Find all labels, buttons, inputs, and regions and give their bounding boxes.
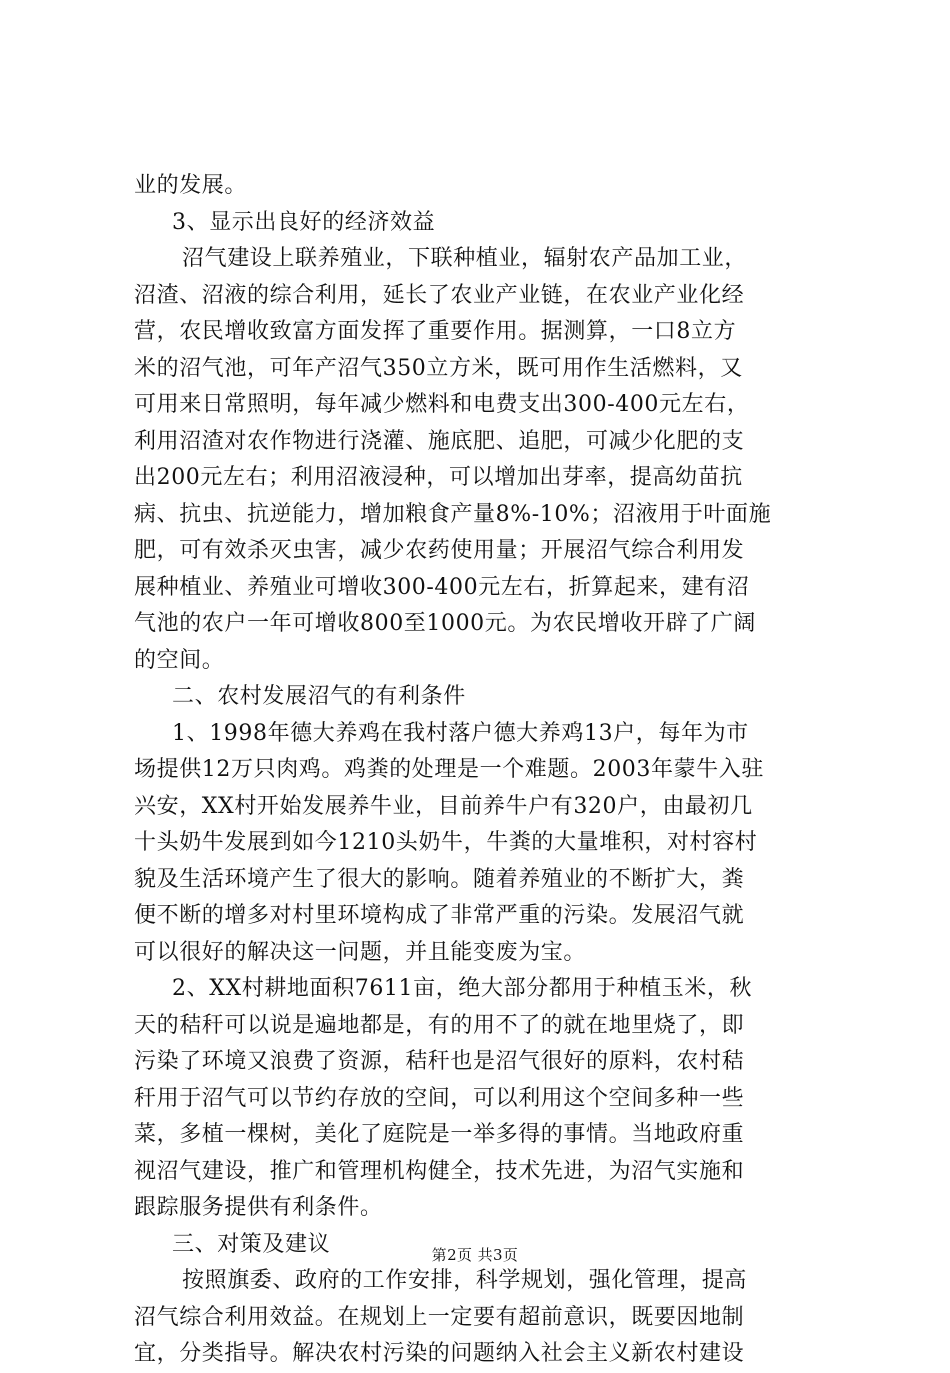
text-line: 便不断的增多对村里环境构成了非常严重的污染。发展沼气就 — [134, 903, 745, 928]
text-line: 二、农村发展沼气的有利条件 — [172, 684, 466, 709]
text-line: 肥，可有效杀灭虫害，减少农药使用量；开展沼气综合利用发 — [134, 538, 745, 563]
text-line: 1、1998年德大养鸡在我村落户德大养鸡13户，每年为市 — [172, 720, 749, 746]
page-footer: 第2页 共3页 — [431, 1246, 519, 1264]
text-line: 沼气建设上联养殖业，下联种植业，辐射农产品加工业， — [182, 246, 748, 271]
text-line: 貌及生活环境产生了很大的影响。随着养殖业的不断扩大，粪 — [134, 866, 745, 892]
text-line: 兴安，XX村开始发展养牛业，目前养牛户有320户，由最初几 — [134, 793, 753, 819]
text-line: 菜，多植一棵树，美化了庭院是一举多得的事情。当地政府重 — [134, 1122, 745, 1147]
text-line: 3、显示出良好的经济效益 — [172, 209, 436, 235]
body-text — [134, 168, 834, 1373]
text-line: 污染了环境又浪费了资源，秸秆也是沼气很好的原料，农村秸 — [134, 1049, 745, 1074]
text-line: 可以很好的解决这一问题，并且能变废为宝。 — [134, 939, 587, 965]
text-line: 沼气综合利用效益。在规划上一定要有超前意识，既要因地制 — [134, 1304, 745, 1330]
text-line: 秆用于沼气可以节约存放的空间，可以利用这个空间多种一些 — [134, 1085, 745, 1111]
text-line: 按照旗委、政府的工作安排，科学规划，强化管理，提高 — [182, 1268, 748, 1293]
text-line: 视沼气建设，推广和管理机构健全，技术先进，为沼气实施和 — [134, 1158, 745, 1184]
text-line: 三、对策及建议 — [172, 1231, 331, 1257]
text-line: 宜，分类指导。解决农村污染的问题纳入社会主义新农村建设 — [134, 1341, 745, 1366]
text-line: 病、抗虫、抗逆能力，增加粮食产量8%-10%；沼液用于叶面施 — [134, 501, 772, 527]
text-line: 可用来日常照明，每年减少燃料和电费支出300-400元左右， — [134, 392, 750, 417]
text-line: 场提供12万只肉鸡。鸡粪的处理是一个难题。2003年蒙牛入驻 — [134, 757, 764, 782]
text-line: 沼渣、沼液的综合利用，延长了农业产业链，在农业产业化经 — [134, 282, 745, 308]
text-line: 业的发展。 — [134, 173, 248, 198]
text-line: 的空间。 — [134, 647, 225, 673]
text-line: 十头奶牛发展到如今1210头奶牛，牛粪的大量堆积，对村容村 — [134, 830, 758, 855]
text-line: 气池的农户一年可增收800至1000元。为农民增收开辟了广阔 — [134, 611, 756, 636]
text-line: 出200元左右；利用沼液浸种，可以增加出芽率，提高幼苗抗 — [134, 465, 743, 490]
text-line: 跟踪服务提供有利条件。 — [134, 1195, 383, 1220]
text-line: 2、XX村耕地面积7611亩，绝大部分都用于种植玉米，秋 — [172, 976, 753, 1001]
text-line: 米的沼气池，可年产沼气350立方米，既可用作生活燃料，又 — [134, 355, 743, 381]
text-line: 利用沼渣对农作物进行浇灌、施底肥、追肥，可减少化肥的支 — [134, 428, 745, 454]
text-line: 天的秸秆可以说是遍地都是，有的用不了的就在地里烧了，即 — [134, 1012, 745, 1038]
text-line: 展种植业、养殖业可增收300-400元左右，折算起来，建有沼 — [134, 574, 750, 600]
text-line: 营，农民增收致富方面发挥了重要作用。据测算，一口8立方 — [134, 319, 737, 344]
